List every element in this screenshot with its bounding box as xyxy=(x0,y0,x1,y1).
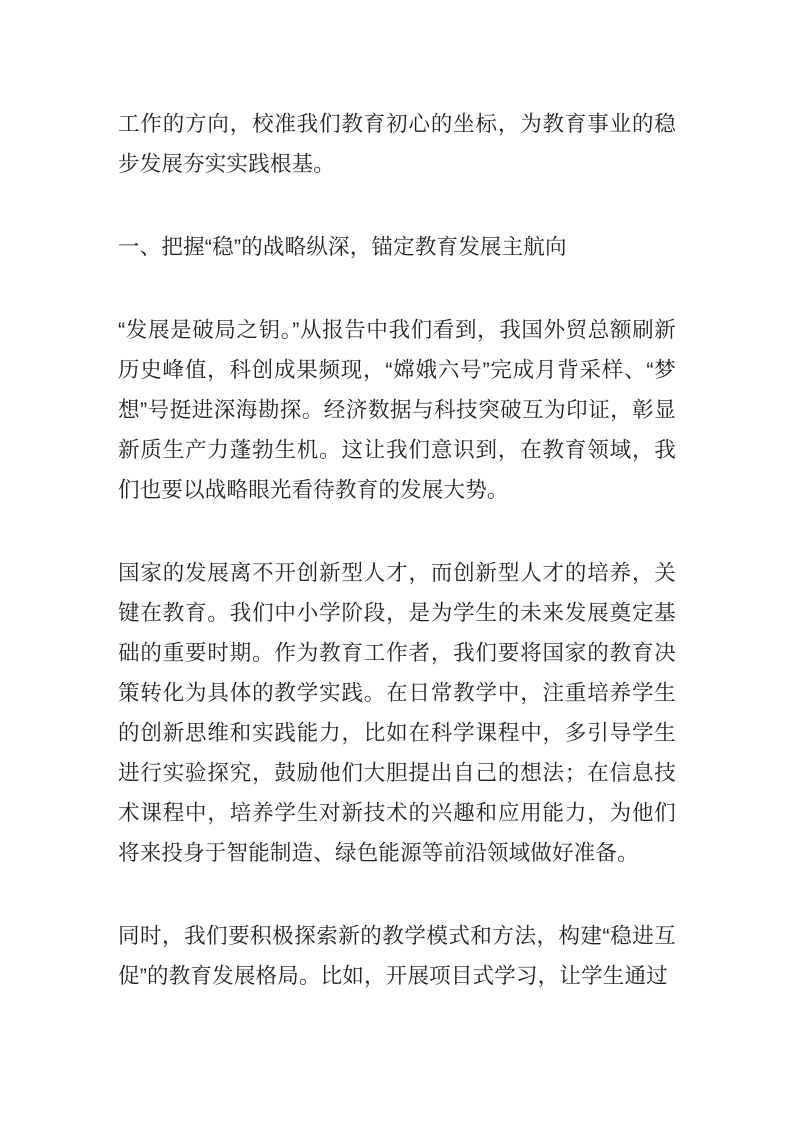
section-heading: 一、把握“稳”的战略纵深，锚定教育发展主航向 xyxy=(118,235,567,259)
paragraph: 国家的发展离不开创新型人才，而创新型人才的培养，关键在教育。我们中小学阶段，是为学生的未来发展奠定基础的重要时期。作为教育工作者，我们要将国家的教育决策转化为具体的教学实践。在日常教学中，注重培养学生的创新思维和实践能力，比如在科学课程中，多引导学生进行实验探究，鼓励他们大胆提出自己的想法；在信息技术课程中，培养学生对新技术的兴趣和应用能力，为他们将来投身于智能制造、绿色能源等前沿领域做好准备。 xyxy=(118,561,676,865)
paragraph: 同时，我们要积极探索新的教学模式和方法，构建“稳进互促”的教育发展格局。比如，开展项目式学习，让学生通过 xyxy=(118,924,676,988)
document-content xyxy=(118,104,676,996)
paragraph: “发展是破局之钥。”从报告中我们看到，我国外贸总额刷新历史峰值，科创成果频现，“嫦娥六号”完成月背采样、“梦想”号挺进深海勘探。经济数据与科技突破互为印证，彰显新质生产力蓬勃生机。这让我们意识到，在教育领域，我们也要以战略眼光看待教育的发展大势。 xyxy=(118,318,676,502)
paragraph-continuation: 工作的方向，校准我们教育初心的坐标，为教育事业的稳步发展夯实实践根基。 xyxy=(118,112,676,176)
